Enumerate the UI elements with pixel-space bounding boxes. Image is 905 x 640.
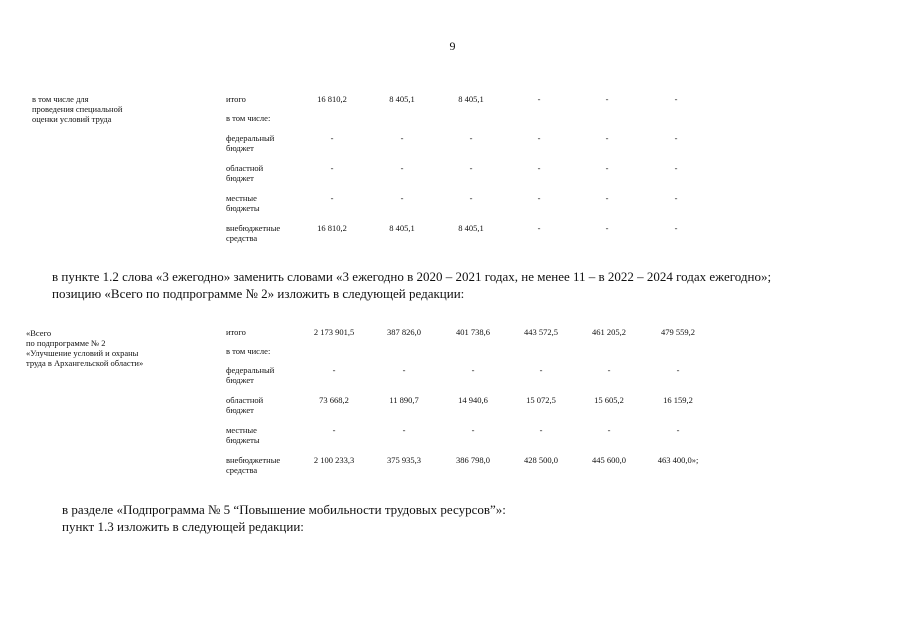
- table-cell: 15 072,5: [526, 395, 556, 405]
- table-cell: -: [674, 163, 678, 173]
- row-name: итого: [226, 327, 246, 337]
- table-cell: -: [537, 193, 541, 203]
- table-cell: -: [605, 163, 609, 173]
- row-name: внебюджетные средства: [226, 223, 281, 243]
- table-cell: 11 890,7: [389, 395, 419, 405]
- table-cell: 479 559,2: [661, 327, 695, 337]
- table-cell: -: [676, 365, 680, 375]
- table-cell: -: [400, 163, 404, 173]
- table-cell: 445 600,0: [592, 455, 626, 465]
- table-cell: 386 798,0: [456, 455, 490, 465]
- paragraph-1-line-1: в пункте 1.2 слова «3 ежегодно» заменить словами «3 ежегодно в 2020 – 2021 годах, не менее 11 – в 2022 – 2024 годах ежегодно»;: [52, 269, 772, 284]
- page-number: 9: [449, 39, 456, 53]
- table-cell: 375 935,3: [387, 455, 421, 465]
- table-cell: -: [400, 193, 404, 203]
- table-cell: -: [537, 94, 541, 104]
- table-cell: -: [674, 223, 678, 233]
- table-cell: 73 668,2: [319, 395, 349, 405]
- table-cell: -: [605, 223, 609, 233]
- row-name: федеральный бюджет: [226, 365, 275, 385]
- paragraph-2-line-1: в разделе «Подпрограмма № 5 “Повышение мобильности трудовых ресурсов”»:: [62, 502, 506, 517]
- row-group-label: в том числе для проведения специальной оценки условий труда: [32, 94, 123, 124]
- table-cell: -: [330, 193, 334, 203]
- paragraph-2-line-2: пункт 1.3 изложить в следующей редакции:: [62, 519, 304, 534]
- row-name: федеральный бюджет: [226, 133, 275, 153]
- row-name: в том числе:: [226, 113, 271, 123]
- table-cell: -: [469, 133, 473, 143]
- paragraph-1-line-2: позицию «Всего по подпрограмме № 2» изложить в следующей редакции:: [52, 286, 465, 301]
- table-cell: -: [607, 425, 611, 435]
- table-cell: -: [605, 133, 609, 143]
- row-name: внебюджетные средства: [226, 455, 281, 475]
- table-cell: -: [676, 425, 680, 435]
- table-cell: 15 605,2: [594, 395, 624, 405]
- table-cell: -: [332, 365, 336, 375]
- table-cell: -: [402, 425, 406, 435]
- table-cell: 387 826,0: [387, 327, 421, 337]
- row-name: областной бюджет: [226, 395, 264, 415]
- table-cell: 14 940,6: [458, 395, 488, 405]
- table-cell: -: [605, 193, 609, 203]
- table-cell: -: [402, 365, 406, 375]
- table-cell: -: [537, 163, 541, 173]
- table-cell: -: [607, 365, 611, 375]
- row-group-label: «Всего по подпрограмме № 2 «Улучшение условий и охраны труда в Архангельской области»: [26, 328, 144, 368]
- table-cell: 443 572,5: [524, 327, 558, 337]
- table-cell: -: [537, 133, 541, 143]
- row-name: итого: [226, 94, 246, 104]
- table-cell: -: [471, 425, 475, 435]
- table-cell: -: [539, 365, 543, 375]
- table-cell: -: [674, 193, 678, 203]
- table-cell: -: [471, 365, 475, 375]
- table-cell: 2 173 901,5: [313, 327, 355, 337]
- row-name: местные бюджеты: [226, 425, 260, 445]
- row-name: областной бюджет: [226, 163, 264, 183]
- row-name: в том числе:: [226, 346, 271, 356]
- table-cell: 8 405,1: [389, 223, 415, 233]
- table-cell: -: [539, 425, 543, 435]
- table-cell: 8 405,1: [458, 223, 484, 233]
- table-cell: 463 400,0»;: [657, 455, 699, 465]
- row-name: местные бюджеты: [226, 193, 260, 213]
- table-cell: 401 738,6: [456, 327, 490, 337]
- table-cell: 8 405,1: [458, 94, 484, 104]
- table-cell: -: [332, 425, 336, 435]
- table-cell: -: [674, 94, 678, 104]
- table-cell: -: [469, 193, 473, 203]
- table-cell: 16 159,2: [663, 395, 693, 405]
- table-cell: -: [330, 133, 334, 143]
- table-cell: 16 810,2: [317, 223, 347, 233]
- table-cell: -: [330, 163, 334, 173]
- table-cell: -: [537, 223, 541, 233]
- table-cell: -: [674, 133, 678, 143]
- table-cell: 461 205,2: [592, 327, 626, 337]
- table-cell: 428 500,0: [524, 455, 558, 465]
- table-cell: -: [400, 133, 404, 143]
- table-cell: -: [469, 163, 473, 173]
- table-cell: -: [605, 94, 609, 104]
- table-cell: 16 810,2: [317, 94, 347, 104]
- table-cell: 2 100 233,3: [313, 455, 355, 465]
- table-cell: 8 405,1: [389, 94, 415, 104]
